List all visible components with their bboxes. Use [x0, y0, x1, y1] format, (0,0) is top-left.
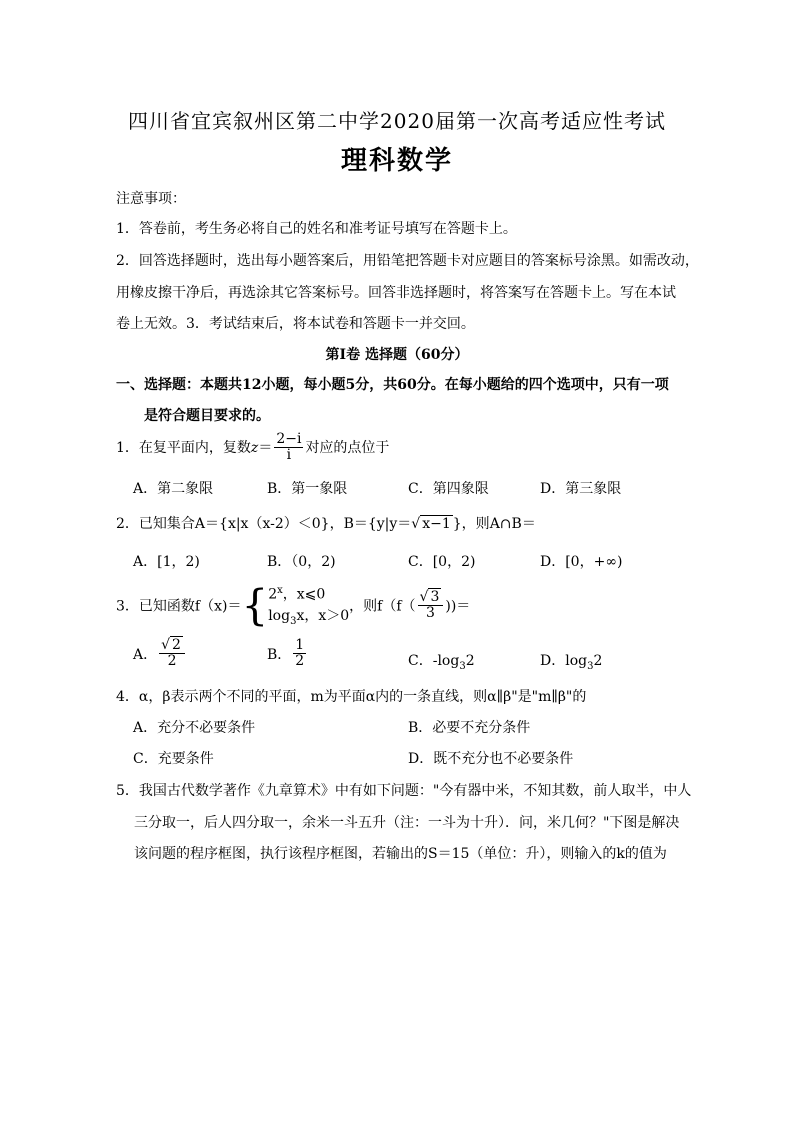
q2-set-a: A＝{x|x（x-2）＜0} [194, 516, 330, 532]
q2-tail: A∩B＝ [489, 516, 536, 532]
q3-case-1 [268, 583, 349, 606]
exam-title: 四川省宜宾叙州区第二中学2020届第一次高考适应性考试 [128, 109, 666, 133]
section-instruction-b: 是符合题目要求的。 [144, 408, 270, 424]
q1-option-c: C．第四象限 [408, 481, 489, 497]
q3-option-b [267, 638, 308, 670]
q3-option-a-den: 2 [167, 653, 177, 670]
question-3 [116, 580, 471, 630]
q2-prefix: 2．已知集合 [116, 516, 195, 532]
notice-heading: 注意事项： [116, 191, 186, 207]
q3-option-c-tail: 2 [465, 653, 475, 669]
q3-mid: ，则f（f（ [349, 598, 416, 615]
section-instruction-a: 一、选择题：本题共12小题，每小题5分，共60分。在每小题给的四个选项中，只有一项 [116, 377, 669, 393]
q1-numerator: 2−i [276, 431, 302, 447]
q2-option-a: A．[1，2) [133, 554, 200, 570]
q3-option-d-base: 3 [587, 660, 594, 672]
q3-option-c-text: C．-log [408, 653, 460, 669]
q3-option-d-text: D．log [540, 653, 588, 669]
q4-option-c: C．充要条件 [133, 751, 214, 767]
question-5-line-2: 三分取一，后人四分取一，余米一斗五升（注：一斗为十升）．问，米几何？"下图是解决 [134, 815, 680, 831]
q3-prefix: 3．已知函数f（x)＝ [116, 598, 242, 615]
q2-radicand: x−1 [422, 516, 451, 532]
notice-item-1: 1．答卷前，考生务必将自己的姓名和准考证号填写在答题卡上。 [116, 221, 517, 237]
q1-option-a: A．第二象限 [133, 481, 214, 497]
notice-item-2b: 用橡皮擦干净后，再选涂其它答案标号。回答非选择题时，将答案写在答题卡上。写在本试 [116, 285, 676, 301]
q3-case-2-base: 3 [290, 615, 297, 627]
question-1 [116, 432, 389, 464]
q3-option-b-fraction [293, 638, 306, 670]
section-title: 第Ⅰ卷 选择题（60分） [325, 347, 469, 363]
q1-var: z [250, 439, 259, 456]
q3-brace: { [241, 580, 269, 630]
q3-case-2-log: log [268, 607, 291, 624]
q1-option-d: D．第三象限 [540, 481, 622, 497]
q3-case-2-cond: x，x＞0 [296, 607, 350, 624]
notice-item-2a: 2．回答选择题时，选出每小题答案后，用铅笔把答题卡对应题目的答案标号涂黑。如需改动， [116, 253, 699, 269]
q3-case-1-exp: x [277, 585, 283, 596]
exam-subject: 理科数学 [340, 146, 453, 176]
question-5-line-1: 5．我国古代数学著作《九章算术》中有如下问题："今有器中米，不知其数，前人取半，中人 [116, 783, 692, 799]
q2-comma: ， [329, 516, 344, 532]
q1-denominator: i [286, 447, 292, 464]
q2-option-b: B．（0，2) [267, 554, 336, 570]
question-2: 2．已知集合A＝{x|x（x-2）＜0}，B＝{y|y＝√ x−1 }，则A∩B＝ [116, 516, 536, 532]
q3-option-a [133, 638, 187, 670]
q4-option-d: D．既不充分也不必要条件 [408, 751, 574, 767]
q3-case-1-cond: ，x⩽0 [282, 586, 326, 603]
q4-option-b: B．必要不充分条件 [408, 720, 531, 736]
q1-prefix: 1．在复平面内，复数 [116, 439, 251, 456]
q2-option-c: C．[0，2) [408, 554, 476, 570]
q1-eq: ＝ [258, 439, 273, 456]
q3-option-a-radicand: 2 [172, 637, 181, 653]
q3-arg-numerator: √ 3 [418, 590, 444, 606]
q3-option-c-base: 3 [459, 660, 466, 672]
q3-arg-radicand: 3 [430, 588, 440, 605]
q3-option-d [540, 650, 602, 672]
q3-option-a-label: A． [133, 646, 158, 663]
q3-arg-denominator: 3 [425, 605, 435, 622]
q3-piecewise [268, 583, 349, 628]
q2-option-d: D．[0，+∞) [540, 554, 623, 570]
q3-option-b-label: B． [267, 646, 292, 663]
q3-option-b-num: 1 [295, 637, 305, 653]
q3-option-d-tail: 2 [593, 653, 603, 669]
q1-suffix: 对应的点位于 [305, 439, 390, 456]
question-4: 4．α，β表示两个不同的平面，m为平面α内的一条直线，则α∥β"是"m∥β"的 [116, 689, 587, 705]
q3-argument [418, 590, 444, 622]
q3-option-a-fraction [159, 638, 185, 670]
question-5-line-3: 该问题的程序框图，执行该程序框图，若输出的S＝15（单位：升），则输入的k的值为 [134, 846, 667, 862]
q1-fraction [274, 432, 303, 464]
q3-suffix: ))＝ [445, 598, 471, 615]
q3-case-1-base: 2 [268, 586, 278, 603]
notice-item-2c: 卷上无效。3．考试结束后，将本试卷和答题卡一并交回。 [116, 316, 475, 332]
q2-set-b-suffix: }，则 [452, 516, 490, 532]
q3-option-a-num: √ 2 [159, 638, 185, 654]
q3-option-c [408, 650, 475, 672]
q3-option-b-den: 2 [295, 653, 305, 670]
q3-case-2 [268, 606, 349, 629]
q1-option-b: B．第一象限 [267, 481, 348, 497]
q2-set-b-prefix: B＝{y|y＝ [343, 516, 412, 532]
q4-option-a: A．充分不必要条件 [133, 720, 256, 736]
